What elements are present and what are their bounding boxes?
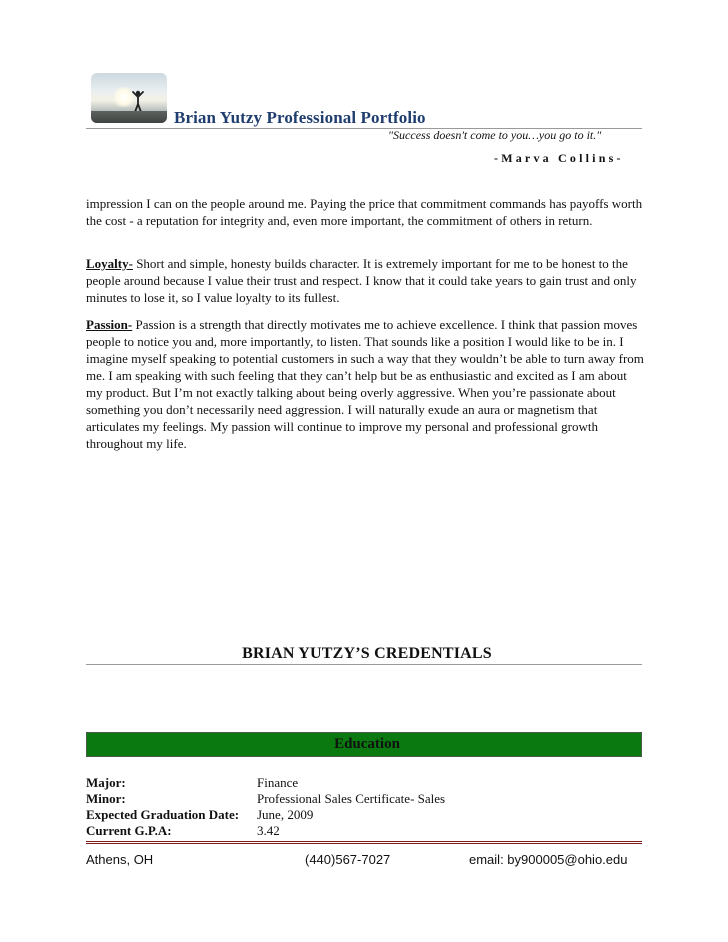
credential-value: 3.42 — [257, 823, 280, 838]
footer-location: Athens, OH — [86, 852, 154, 867]
credentials-divider — [86, 664, 642, 665]
passion-label: Passion- — [86, 317, 133, 332]
credential-key: Major: — [86, 775, 126, 790]
passion-text: Passion is a strength that directly motivates me to achieve excellence. I think that passion moves people to notice you and, more importantly, to listen. That sounds like a position I would like to be in. I imagine myself speaking to potential customers in such a way that they wouldn’t be able to turn away from me. I am speaking with such feeling that they can’t help but be as enthusiastic and excited as I am about my product. But I’m not exactly talking about being overly aggressive. When you’re passionate about something you don’t necessarily need aggression. I will naturally exude an aura or magnetism that articulates my feelings. My passion will continue to improve my personal and professional growth throughout my life. — [86, 317, 644, 451]
passion-paragraph — [86, 316, 646, 452]
footer-phone: (440)567-7027 — [305, 852, 391, 867]
quote-attribution: -Marva Collins- — [494, 151, 624, 165]
header-quote: "Success doesn't come to you…you go to it." — [388, 128, 602, 142]
credential-key: Minor: — [86, 791, 126, 806]
credential-key: Expected Graduation Date: — [86, 807, 240, 822]
header-photo-logo — [91, 73, 167, 123]
education-banner — [86, 732, 642, 757]
education-label: Education — [334, 736, 400, 752]
person-silhouette-icon — [131, 89, 145, 113]
credentials-heading: BRIAN YUTZY’S CREDENTIALS — [242, 645, 492, 662]
page-title: Brian Yutzy Professional Portfolio — [174, 108, 426, 127]
credential-key: Current G.P.A: — [86, 823, 172, 838]
credential-value: June, 2009 — [257, 807, 314, 822]
loyalty-label: Loyalty- — [86, 256, 133, 271]
footer-divider — [86, 841, 642, 844]
loyalty-paragraph — [86, 255, 646, 306]
credential-value: Professional Sales Certificate- Sales — [257, 791, 446, 806]
loyalty-text: Short and simple, honesty builds character. It is extremely important for me to be honest to the people around because I value their trust and respect. I know that it could take years to gain trust and only minutes to lose it, so I value loyalty to its fullest. — [86, 256, 637, 305]
credential-value: Finance — [257, 775, 299, 790]
ground-shadow — [91, 111, 167, 123]
intro-paragraph — [86, 195, 646, 229]
footer-email[interactable]: email: by900005@ohio.edu — [469, 852, 628, 867]
intro-text: impression I can on the people around me. Paying the price that commitment commands has payoffs worth the cost - a reputation for integrity and, even more important, the commitment of others in return. — [86, 196, 643, 228]
